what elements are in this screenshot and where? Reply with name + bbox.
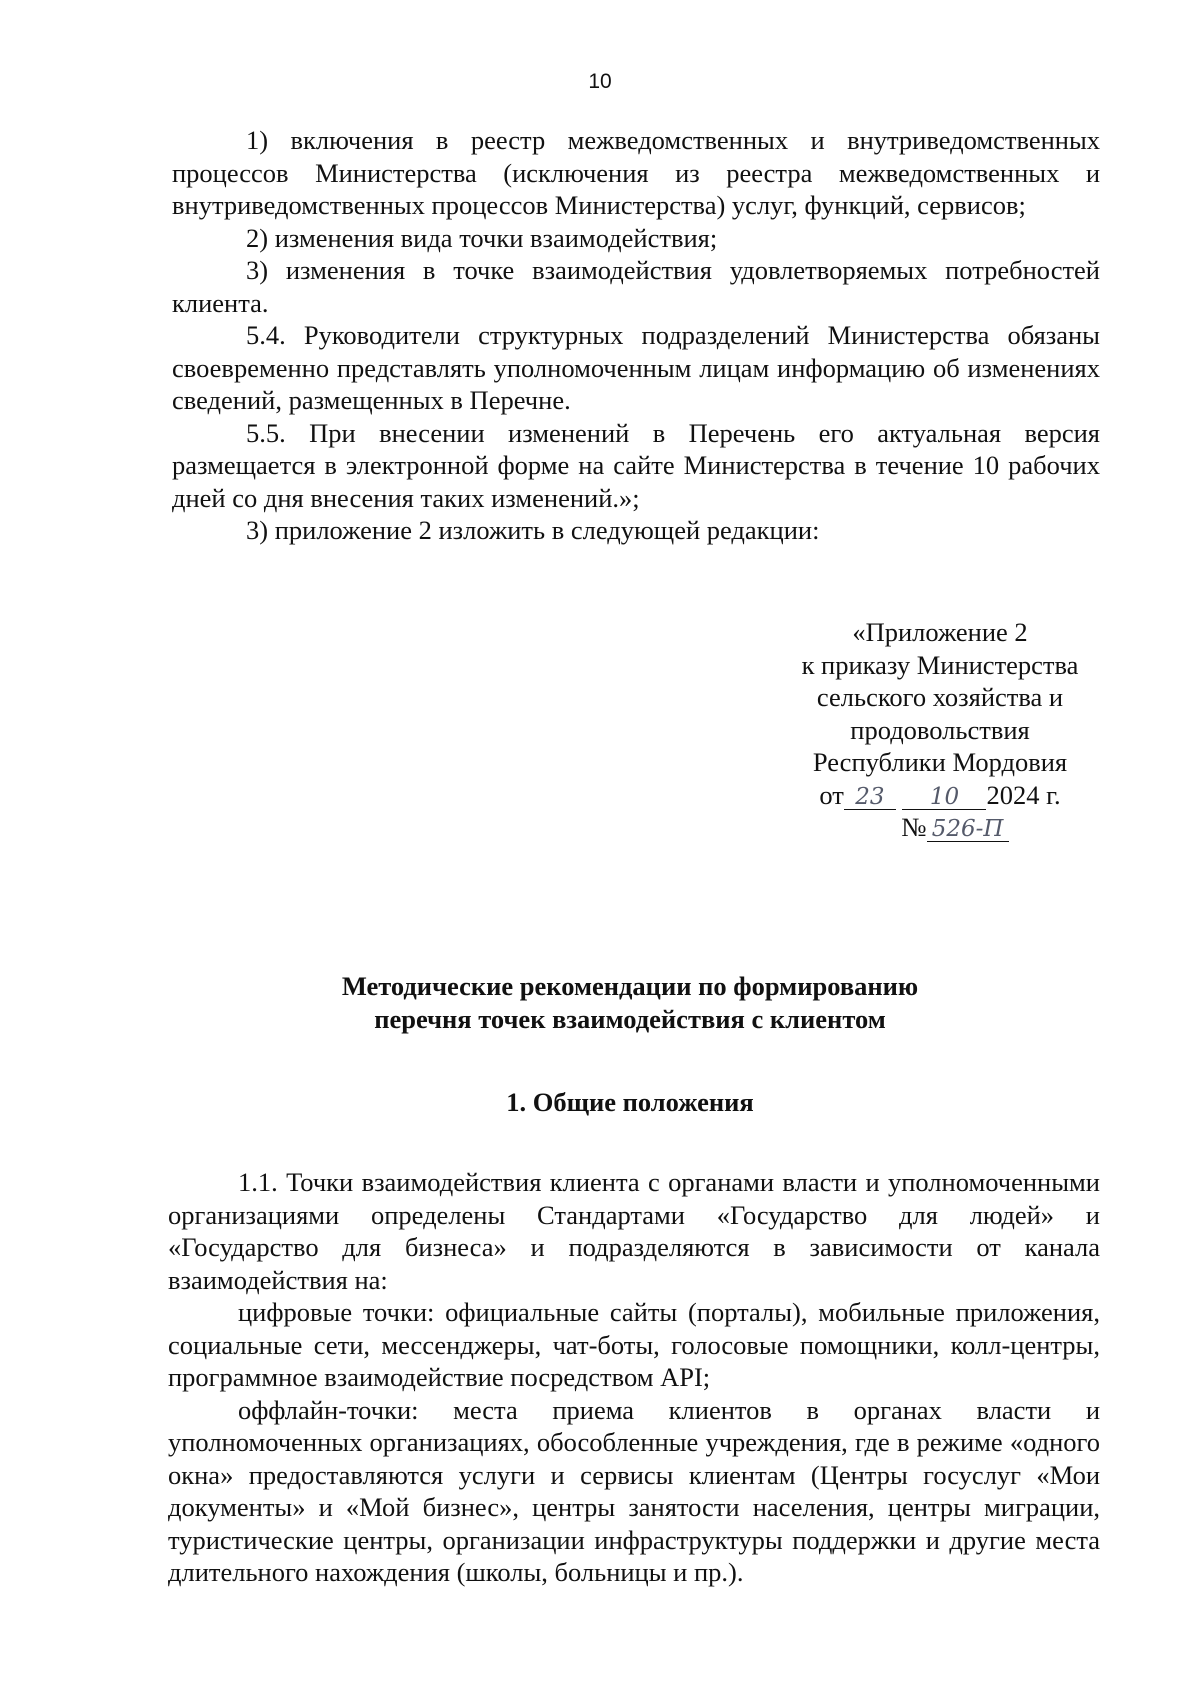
paragraph: 1) включения в реестр межведомственных и внутриведомственных процессов Министерства (исключения из реестра межведомственных и внутриведомственных процессов Министерства) услуг, функций, сервисов; <box>172 125 1100 220</box>
amendments-text <box>172 124 1100 547</box>
appendix-header <box>760 616 1120 844</box>
appendix-number <box>760 811 1120 844</box>
date-month-field <box>902 783 986 810</box>
date-prefix: от <box>819 779 844 810</box>
page-number: 10 <box>588 70 612 93</box>
appendix-line: продовольствия <box>850 714 1030 745</box>
title-line: Методические рекомендации по формированию <box>341 971 919 1001</box>
paragraph: 3) приложение 2 изложить в следующей редакции: <box>246 515 820 545</box>
paragraph: оффлайн-точки: места приема клиентов в органах власти и уполномоченных организациях, обособленные учреждения, где в режиме «одного окна» предоставляются услуги и сервисы клиентам (Центры госуслуг «Мои документы» и «Мой бизнес», центры занятости населения, центры миграции, туристические центры, организации инфраструктуры поддержки и другие места длительного нахождения (школы, больницы и пр.). <box>168 1394 1100 1587</box>
appendix-line: Республики Мордовия <box>812 747 1068 777</box>
date-day-field <box>844 783 896 810</box>
document-title <box>150 970 1110 1036</box>
paragraph: 5.4. Руководители структурных подразделений Министерства обязаны своевременно представлять уполномоченным лицам информацию об изменениях сведений, размещенных в Перечне. <box>172 320 1100 415</box>
appendix-line: «Приложение 2 <box>852 617 1028 647</box>
appendix-line: к приказу Министерства <box>801 649 1079 680</box>
number-handwritten: 526-П <box>931 816 1004 842</box>
section-body <box>168 1166 1100 1589</box>
paragraph: 1.1. Точки взаимодействия клиента с органами власти и уполномоченными организациями определены Стандартами «Государство для людей» и «Государство для бизнеса» и подразделяются в зависимости от канала взаимодействия на: <box>168 1167 1100 1295</box>
date-day-handwritten: 23 <box>855 783 885 810</box>
paragraph: цифровые точки: официальные сайты (порталы), мобильные приложения, социальные сети, мессенджеры, чат-боты, голосовые помощники, колл-центры, программное взаимодействие посредством API; <box>168 1297 1100 1392</box>
paragraph: 3) изменения в точке взаимодействия удовлетворяемых потребностей клиента. <box>172 255 1100 318</box>
section-heading: 1. Общие положения <box>506 1087 754 1117</box>
date-month-handwritten: 10 <box>929 783 960 810</box>
title-line: перечня точек взаимодействия с клиентом <box>374 1004 886 1034</box>
number-field <box>927 815 1009 842</box>
appendix-date <box>760 779 1120 812</box>
date-year: 2024 г. <box>986 779 1061 810</box>
appendix-line: сельского хозяйства и <box>816 682 1064 712</box>
number-prefix: № <box>901 812 927 842</box>
paragraph: 5.5. При внесении изменений в Перечень его актуальная версия размещается в электронной форме на сайте Министерства в течение 10 рабочих дней со дня внесения таких изменений.»; <box>172 417 1100 513</box>
paragraph: 2) изменения вида точки взаимодействия; <box>246 222 718 253</box>
